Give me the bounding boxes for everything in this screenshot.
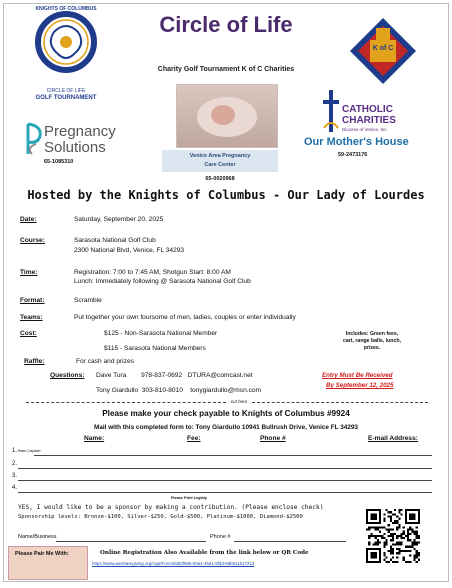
date-label: Date: xyxy=(20,216,37,223)
raffle-value: For cash and prizes xyxy=(76,358,134,365)
qr-code[interactable] xyxy=(366,509,420,563)
kofc-left-ring-text: KNIGHTS OF COLUMBUS xyxy=(35,6,97,12)
mail-to-line: Mail with this completed form to: Tony Giardullo 10941 Bullrush Drive, Venice FL 34293 xyxy=(94,424,358,431)
online-registration-text: Online Registration Also Available from the link below or QR Code xyxy=(100,550,309,556)
cut-line-left xyxy=(26,402,226,403)
catholic-charities-line2: CHARITIES xyxy=(342,115,396,126)
course-label: Course: xyxy=(20,237,45,244)
kofc-left-text1: CIRCLE OF LIFE xyxy=(46,88,86,94)
date-value: Saturday, September 20, 2025 xyxy=(74,216,164,223)
sponsor-line1: YES, I would like to be a sponsor by making a contribution. (Please enclose check) xyxy=(18,504,324,511)
questions-label: Questions: xyxy=(50,372,85,379)
pair-me-with-label: Please Pair Me With: xyxy=(15,551,69,557)
cut-line-right xyxy=(252,402,428,403)
includes-line1: Includes: Green fees, xyxy=(345,331,399,337)
hosted-by-heading: Hosted by the Knights of Columbus - Our Lady of Lourdes xyxy=(27,188,425,202)
row-2-number: 2. xyxy=(12,461,18,467)
col-name: Name: xyxy=(84,435,105,442)
contact-tony: Tony Giardullo 303-810-8010 tonygiardullo@msn.com xyxy=(96,387,262,394)
our-mothers-house: Our Mother's House xyxy=(304,136,409,148)
pair-me-with-box[interactable] xyxy=(8,546,88,580)
course-line1: Sarasota National Golf Club xyxy=(74,237,156,244)
col-email: E-mail Address: xyxy=(368,435,418,442)
catholic-charities-line1: CATHOLIC xyxy=(342,104,393,115)
teams-value: Put together your own foursome of men, ladies, couples or enter individually xyxy=(74,314,296,321)
baby-photo xyxy=(176,84,278,148)
course-line2: 2300 National Blvd, Venice, FL 34293 xyxy=(74,247,185,254)
includes-line2: cart, range balls, lunch, xyxy=(343,338,401,344)
row-1-number: 1. xyxy=(12,448,18,454)
payable-line: Please make your check payable to Knights of Columbus #9924 xyxy=(102,409,350,418)
sponsor-phone-line[interactable] xyxy=(234,541,346,542)
venice-area-box xyxy=(162,150,278,172)
pregnancy-solutions-word2: Solutions xyxy=(44,139,106,156)
col-fee: Fee: xyxy=(187,435,201,442)
cost-label: Cost: xyxy=(20,330,37,337)
flyer-page xyxy=(3,3,449,582)
pregnancy-solutions-word1: Pregnancy xyxy=(44,123,116,140)
catholic-charities-line3: Diocese of Venice, Inc. xyxy=(342,127,388,132)
catholic-charities-logo-mark xyxy=(322,88,340,134)
name-business-label: Name/Business xyxy=(18,534,57,540)
format-value: Scramble xyxy=(74,297,102,304)
row-4-line[interactable] xyxy=(18,492,432,493)
row-1-line[interactable] xyxy=(34,455,432,456)
cost-line1: $125 - Non-Sarasota National Member xyxy=(104,330,218,337)
cut-here-label: cut here xyxy=(230,399,248,404)
print-legibly-note: Please Print Legibly xyxy=(170,496,208,500)
time-line2: Lunch: Immediately following @ Sarasota National Golf Club xyxy=(74,278,251,285)
our-mothers-house-id: 59-2473176 xyxy=(338,152,368,158)
page-subtitle: Charity Golf Tournament K of C Charities xyxy=(157,66,295,73)
row-3-number: 3. xyxy=(12,473,18,479)
baby-image xyxy=(177,85,277,147)
sponsor-phone-label: Phone # xyxy=(210,534,231,540)
venice-area-id: 65-0020968 xyxy=(205,176,235,182)
entry-deadline-line1: Entry Must Be Received xyxy=(322,372,393,379)
cost-line2: $115 - Sarasota National Members xyxy=(104,345,206,352)
kofc-emblem-letters: K of C xyxy=(372,45,394,52)
contact-dave: Dave Tura 978-837-0692 DTURA@comcast.net xyxy=(96,372,253,379)
entry-deadline-line2: By September 12, 2025 xyxy=(326,382,394,389)
pregnancy-solutions-logo-mark xyxy=(22,122,44,156)
row-4-number: 4. xyxy=(12,485,18,491)
row-3-line[interactable] xyxy=(18,480,432,481)
sponsor-line2: Sponsorship levels: Bronze-$100, Silver-$250, Gold-$500, Platinum-$1000, Diamond-$2500 xyxy=(18,514,303,520)
row-1-note: Team Captain xyxy=(17,449,41,453)
kofc-left-text2: GOLF TOURNAMENT xyxy=(35,95,97,101)
pregnancy-solutions-id: 65-1085310 xyxy=(44,159,74,165)
time-line1: Registration: 7:00 to 7:45 AM, Shotgun Start: 8:00 AM xyxy=(74,269,231,276)
row-2-line[interactable] xyxy=(18,468,432,469)
includes-line3: prizes. xyxy=(363,345,381,351)
raffle-label: Raffle: xyxy=(24,358,45,365)
page-title: Circle of Life xyxy=(159,12,293,37)
col-phone: Phone # xyxy=(260,435,286,442)
teams-label: Teams: xyxy=(20,314,43,321)
time-label: Time: xyxy=(20,269,38,276)
registration-link[interactable]: https://www.wesharegiving.org/App/Form/ddd0f985-00a4-4bd1-8f3d-58b911b17213 xyxy=(92,561,255,566)
venice-area-line1: Venice Area Pregnancy xyxy=(189,153,251,159)
name-business-line[interactable] xyxy=(56,541,206,542)
venice-area-line2: Care Center xyxy=(204,162,236,168)
format-label: Format: xyxy=(20,297,45,304)
